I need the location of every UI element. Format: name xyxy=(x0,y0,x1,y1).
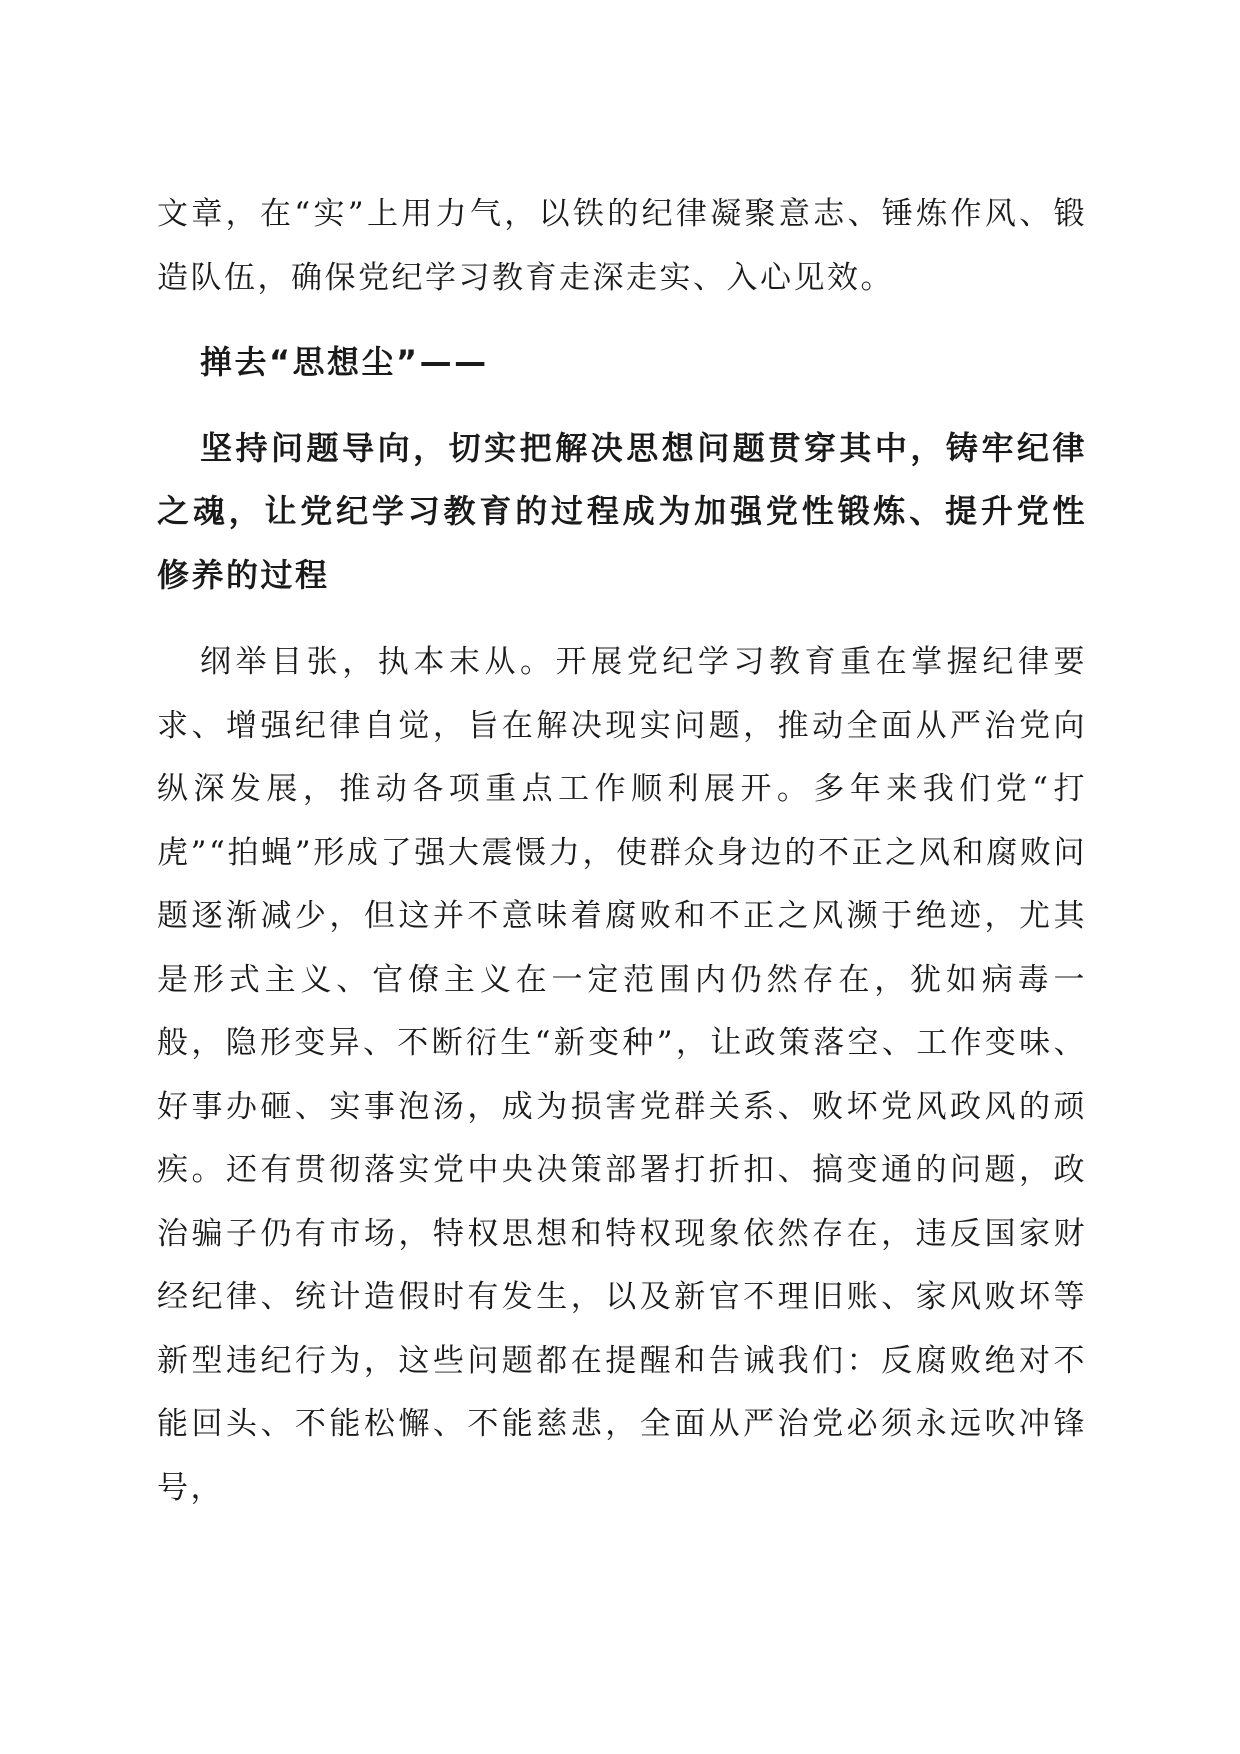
section-subheading: 掸去“思想尘”—— xyxy=(200,343,489,381)
section-heading: 坚持问题导向，切实把解决思想问题贯穿其中，铸牢纪律之魂，让党纪学习教育的过程成为加强党性锻炼、提升党性修养的过程 xyxy=(157,428,1087,594)
document-body xyxy=(157,183,1087,1520)
body-paragraph: 纲举目张，执本末从。开展党纪学习教育重在掌握纪律要求、增强纪律自觉，旨在解决现实问题，推动全面从严治党向纵深发展，推动各项重点工作顺利展开。多年来我们党“打虎”“拍蝇”形成了强大震慑力，使群众身边的不正之风和腐败问题逐渐减少，但这并不意味着腐败和不正之风濒于绝迹，尤其是形式主义、官僚主义在一定范围内仍然存在，犹如病毒一般，隐形变异、不断衍生“新变种”，让政策落空、工作变味、好事办砸、实事泡汤，成为损害党群关系、败坏党风政风的顽疾。还有贯彻落实党中央决策部署打折扣、搞变通的问题，政治骗子仍有市场，特权思想和特权现象依然存在，违反国家财经纪律、统计造假时有发生，以及新官不理旧账、家风败坏等新型违纪行为，这些问题都在提醒和告诫我们：反腐败绝对不能回头、不能松懈、不能慈悲，全面从严治党必须永远吹冲锋号， xyxy=(157,644,1087,1506)
opening-paragraph: 文章，在“实”上用力气，以铁的纪律凝聚意志、锤炼作风、锻造队伍，确保党纪学习教育走深走实、入心见效。 xyxy=(157,196,1087,296)
